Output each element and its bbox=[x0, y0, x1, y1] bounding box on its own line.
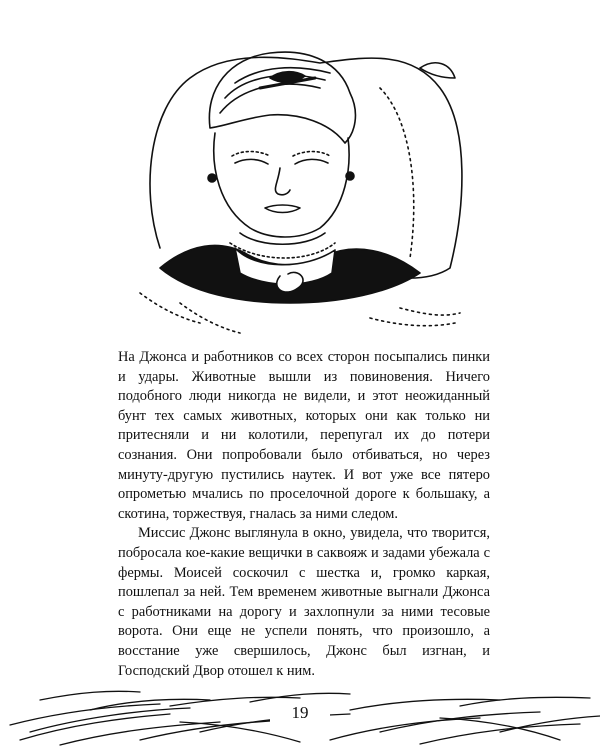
nose bbox=[275, 168, 290, 195]
pillow-corner bbox=[420, 63, 455, 78]
sleeping-woman-illustration bbox=[120, 18, 480, 338]
paragraph: Миссис Джонс выглянула в окно, увидела, что творится, побросала кое-какие вещички в саквояж и задами убежала с фермы. Моисей соскочил с шестка и, громко каркая, пошлепал за ней. Тем временем животные выгнали Джонса с работниками на дорогу и захлопнули за ними тесовые ворота. Они еще не успели понять, что произошло, а восстание уже свершилось, Джонс был изгнан, и Господский Двор отошел к ним. bbox=[118, 525, 490, 679]
face-outline bbox=[214, 133, 349, 237]
pillow-outline bbox=[150, 57, 462, 278]
right-earring bbox=[346, 172, 354, 180]
page-number: 19 bbox=[270, 700, 330, 726]
main-text bbox=[118, 348, 490, 681]
pillow-inner-edge bbox=[380, 88, 414, 258]
left-eye bbox=[235, 159, 268, 164]
hair bbox=[209, 52, 355, 143]
right-eye bbox=[295, 159, 328, 164]
paragraph: На Джонса и работников со всех сторон посыпались пинки и удары. Животные вышли из повиновения. Ничего подобного люди никогда не видели, и этот неожиданный бунт тех самых животных, которых они как только ни притесняли и ни колотили, перепугал их до потери сознания. Они попробовали было отбиваться, но через минуту-другую пустились наутек. И вот уже все пятеро опрометью мчались по проселочной дороге к большаку, а скотина, торжествуя, гналась за ними следом. bbox=[118, 349, 490, 522]
mouth bbox=[265, 205, 300, 213]
left-earring bbox=[208, 174, 216, 182]
